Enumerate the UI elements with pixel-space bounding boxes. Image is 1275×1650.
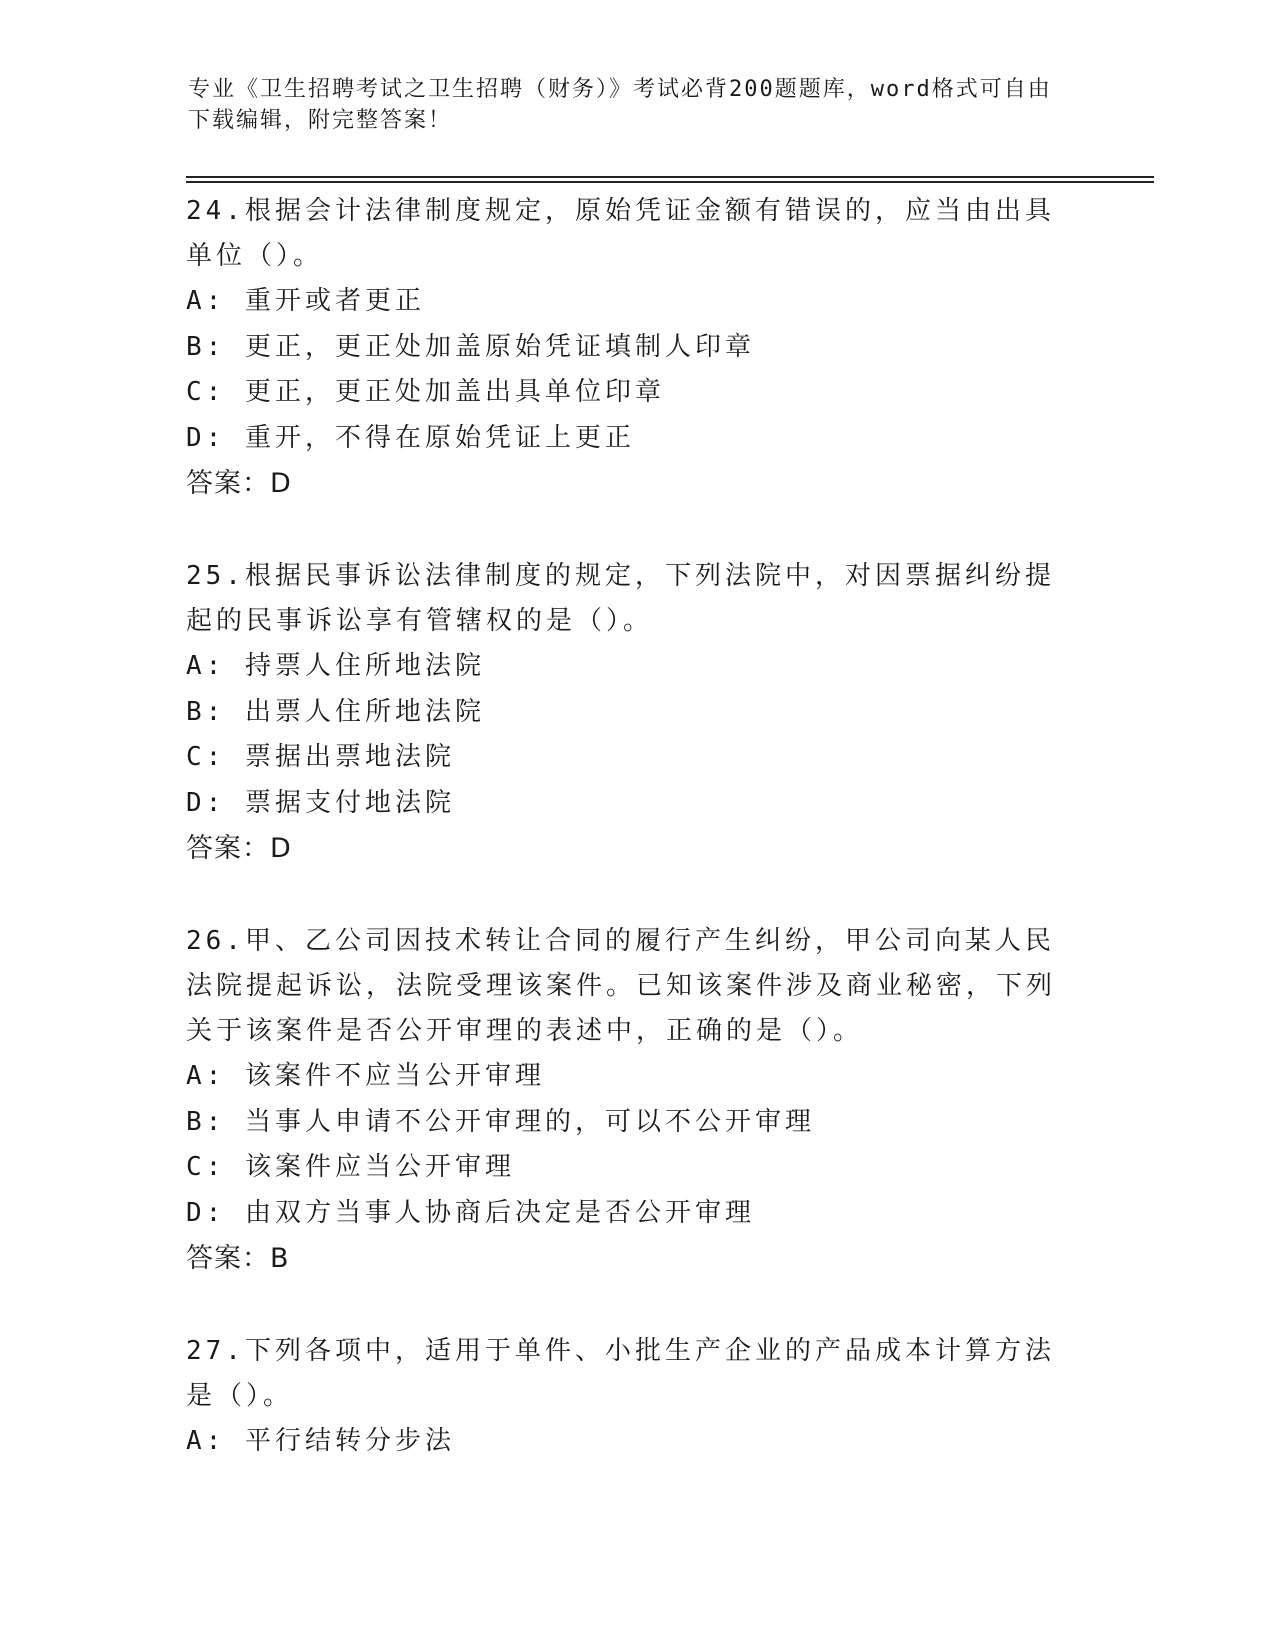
option-d: D: 票据支付地法院	[186, 787, 455, 818]
option-b: B: 出票人住所地法院	[186, 696, 485, 727]
option-c: C: 更正，更正处加盖出具单位印章	[186, 377, 665, 407]
answer: 答案：B	[186, 1243, 290, 1274]
header-text: 专业《卫生招聘考试之卫生招聘（财务）》考试必背200题题库，word格式可自由下载编辑，附完整答案！	[188, 77, 1052, 133]
option-d: D: 重开，不得在原始凭证上更正	[186, 422, 635, 453]
question-spacer	[186, 872, 1086, 919]
option-b: B: 当事人申请不公开审理的，可以不公开审理	[186, 1106, 815, 1137]
header-divider-top	[186, 176, 1154, 178]
question-stem: 25.根据民事诉讼法律制度的规定，下列法院中，对因票据纠纷提起的民事诉讼享有管辖权的是（）。	[186, 561, 1055, 636]
option-c: C: 票据出票地法院	[186, 742, 455, 772]
question-stem: 26.甲、乙公司因技术转让合同的履行产生纠纷，甲公司向某人民法院提起诉讼，法院受理该案件。已知该案件涉及商业秘密，下列关于该案件是否公开审理的表述中，正确的是（）。	[186, 926, 1057, 1046]
option-b: B: 更正，更正处加盖原始凭证填制人印章	[186, 331, 755, 362]
question-spacer	[186, 507, 1086, 554]
question-spacer	[186, 1282, 1086, 1329]
question-26	[186, 919, 1086, 1282]
option-a: A: 重开或者更正	[186, 286, 425, 316]
question-27	[186, 1329, 1086, 1465]
answer: 答案：D	[186, 468, 292, 499]
question-25	[186, 554, 1086, 872]
answer: 答案：D	[186, 833, 292, 864]
question-stem: 24.根据会计法律制度规定，原始凭证金额有错误的，应当由出具单位（）。	[186, 196, 1055, 271]
header-divider-bottom	[186, 181, 1154, 183]
question-list	[186, 189, 1086, 1465]
option-c: C: 该案件应当公开审理	[186, 1152, 515, 1182]
question-24	[186, 189, 1086, 507]
option-a: A: 平行结转分步法	[186, 1426, 455, 1456]
option-a: A: 该案件不应当公开审理	[186, 1061, 545, 1091]
option-d: D: 由双方当事人协商后决定是否公开审理	[186, 1197, 755, 1228]
option-a: A: 持票人住所地法院	[186, 651, 485, 681]
question-stem: 27.下列各项中，适用于单件、小批生产企业的产品成本计算方法是（）。	[186, 1336, 1055, 1411]
